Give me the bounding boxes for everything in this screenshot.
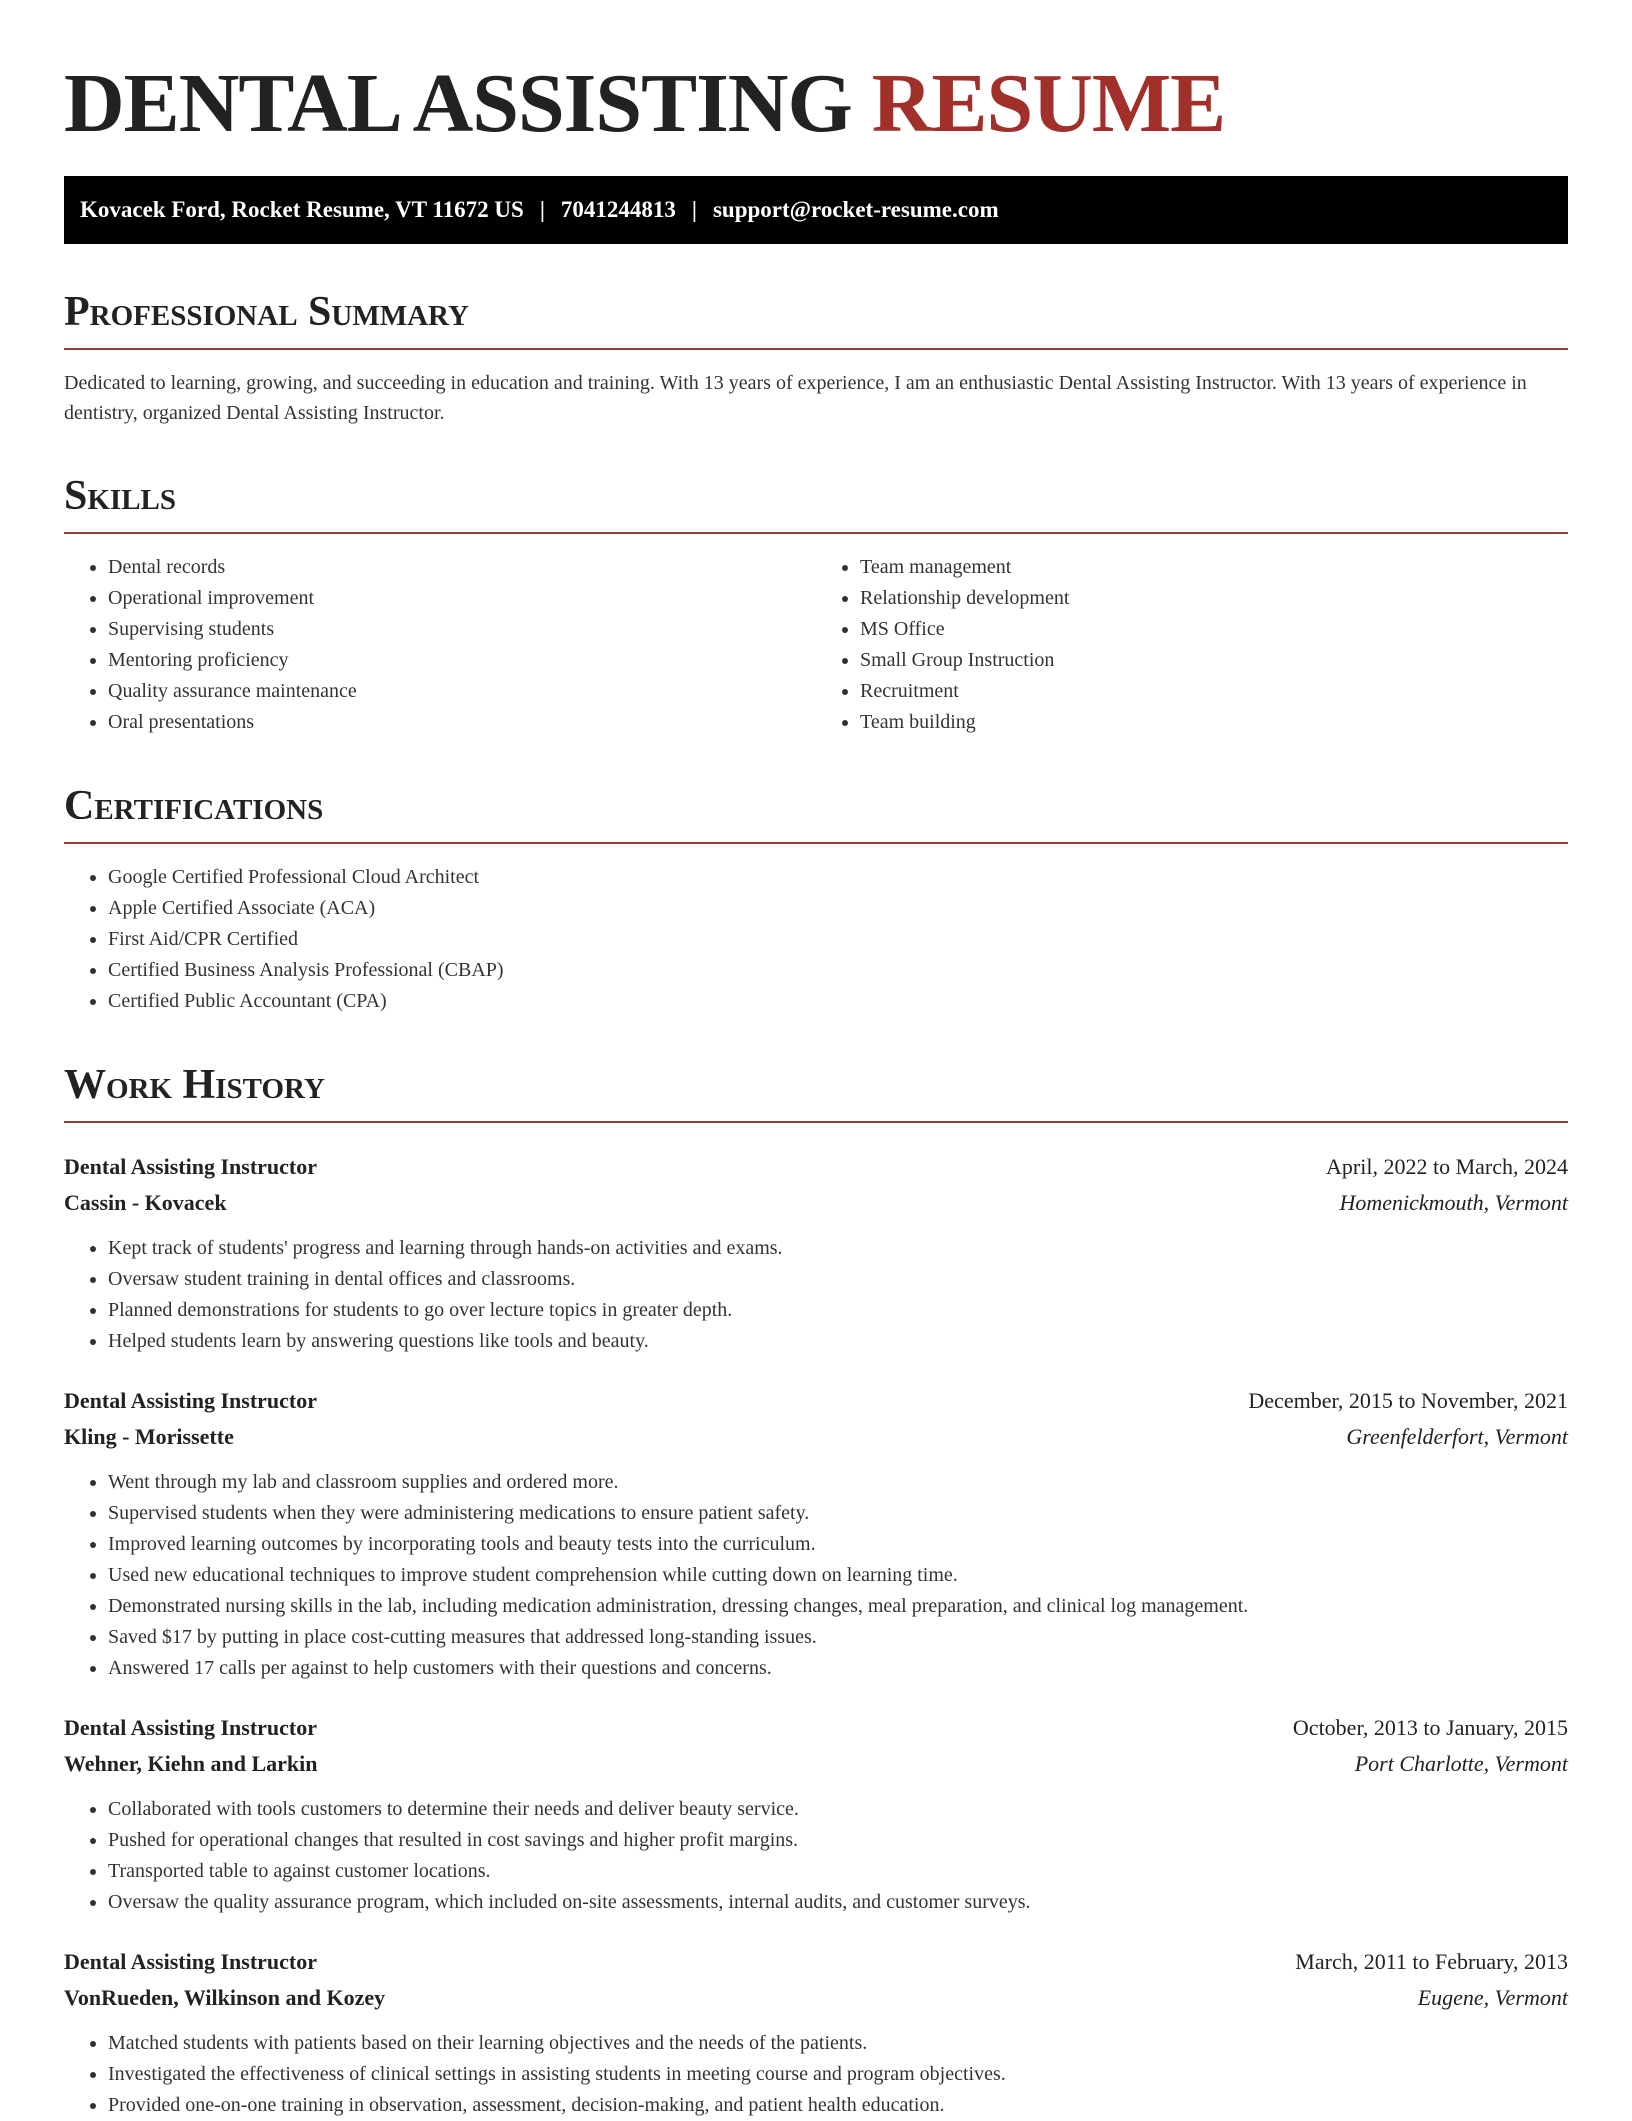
job-title: Dental Assisting Instructor bbox=[64, 1715, 318, 1740]
job-entry bbox=[64, 1383, 1568, 1684]
job-title: Dental Assisting Instructor bbox=[64, 1154, 318, 1179]
certifications-list bbox=[64, 862, 1568, 1017]
job-company-row bbox=[64, 1746, 1568, 1782]
job-bullets bbox=[64, 1794, 1568, 1918]
skill-item: • Relationship development bbox=[860, 583, 1568, 614]
job-title-row bbox=[64, 1710, 1568, 1746]
job-bullet: • Helped students learn by answering questions like tools and beauty. bbox=[108, 1326, 1568, 1357]
job-bullet: • Used new educational techniques to improve student comprehension while cutting down on learning time. bbox=[108, 1560, 1568, 1591]
job-bullet: • Improved learning outcomes by incorporating tools and beauty tests into the curriculum. bbox=[108, 1529, 1568, 1560]
job-title-row bbox=[64, 1944, 1568, 1980]
job-entry bbox=[64, 1149, 1568, 1357]
job-bullet: • Pushed for operational changes that resulted in cost savings and higher profit margins. bbox=[108, 1825, 1568, 1856]
title-accent: RESUME bbox=[871, 57, 1226, 150]
job-bullet: • Saved $17 by putting in place cost-cutting measures that addressed long-standing issues. bbox=[108, 1622, 1568, 1653]
job-bullet: • Matched students with patients based on their learning objectives and the needs of the patients. bbox=[108, 2028, 1568, 2059]
certification-item: • Apple Certified Associate (ACA) bbox=[108, 893, 1568, 924]
skill-item: • Quality assurance maintenance bbox=[108, 676, 816, 707]
job-bullets bbox=[64, 2028, 1568, 2121]
job-bullet: • Demonstrated nursing skills in the lab, including medication administration, dressing changes, meal preparation, and clinical log management. bbox=[108, 1591, 1568, 1622]
summary-text: Dedicated to learning, growing, and succeeding in education and training. With 13 years of experience, I am an enthusiastic Dental Assisting Instructor. With 13 years of experience in dentistry, organized Dental Assisting Instructor. bbox=[64, 372, 1527, 424]
skill-item: • Dental records bbox=[108, 552, 816, 583]
job-dates: December, 2015 to November, 2021 bbox=[1248, 1388, 1568, 1413]
job-bullet: • Went through my lab and classroom supplies and ordered more. bbox=[108, 1467, 1568, 1498]
job-bullets bbox=[64, 1233, 1568, 1357]
skill-item: • Team management bbox=[860, 552, 1568, 583]
job-bullet: • Collaborated with tools customers to determine their needs and deliver beauty service. bbox=[108, 1794, 1568, 1825]
skill-item: • Supervising students bbox=[108, 614, 816, 645]
job-title: Dental Assisting Instructor bbox=[64, 1388, 318, 1413]
skills-grid bbox=[64, 534, 1568, 738]
job-title: Dental Assisting Instructor bbox=[64, 1949, 318, 1974]
certifications-heading: Certifications bbox=[64, 782, 1568, 844]
contact-bar bbox=[64, 176, 1568, 244]
job-location: Greenfelderfort, Vermont bbox=[1346, 1424, 1568, 1449]
job-bullet: • Oversaw student training in dental offices and classrooms. bbox=[108, 1264, 1568, 1295]
skill-item: • Operational improvement bbox=[108, 583, 816, 614]
certification-item: • First Aid/CPR Certified bbox=[108, 924, 1568, 955]
contact-address: Kovacek Ford, Rocket Resume, VT 11672 US bbox=[80, 197, 524, 222]
job-company: Wehner, Kiehn and Larkin bbox=[64, 1751, 318, 1776]
contact-separator: | bbox=[539, 197, 545, 222]
job-entry bbox=[64, 1944, 1568, 2121]
job-title-row bbox=[64, 1149, 1568, 1185]
certification-item: • Certified Public Accountant (CPA) bbox=[108, 986, 1568, 1017]
job-title-row bbox=[64, 1383, 1568, 1419]
job-bullet: • Kept track of students' progress and learning through hands-on activities and exams. bbox=[108, 1233, 1568, 1264]
skill-item: • Oral presentations bbox=[108, 707, 816, 738]
job-bullet: • Transported table to against customer locations. bbox=[108, 1856, 1568, 1887]
job-bullet: • Investigated the effectiveness of clinical settings in assisting students in meeting course and program objectives. bbox=[108, 2059, 1568, 2090]
job-location: Homenickmouth, Vermont bbox=[1339, 1190, 1568, 1215]
skills-heading: Skills bbox=[64, 472, 1568, 534]
summary-heading: Professional Summary bbox=[64, 288, 1568, 350]
contact-email: support@rocket-resume.com bbox=[712, 197, 999, 222]
job-company-row bbox=[64, 1419, 1568, 1455]
certification-item: • Google Certified Professional Cloud Architect bbox=[108, 862, 1568, 893]
skill-item: • MS Office bbox=[860, 614, 1568, 645]
job-company: Kling - Morissette bbox=[64, 1424, 234, 1449]
skills-list-left bbox=[64, 552, 816, 738]
resume-title bbox=[64, 56, 1568, 152]
job-company-row bbox=[64, 1980, 1568, 2016]
work-history-heading: Work History bbox=[64, 1061, 1568, 1123]
job-company: VonRueden, Wilkinson and Kozey bbox=[64, 1985, 386, 2010]
job-entry bbox=[64, 1710, 1568, 1918]
skills-list-right bbox=[816, 552, 1568, 738]
job-bullet: • Planned demonstrations for students to go over lecture topics in greater depth. bbox=[108, 1295, 1568, 1326]
job-company: Cassin - Kovacek bbox=[64, 1190, 227, 1215]
job-bullets bbox=[64, 1467, 1568, 1684]
job-bullet: • Answered 17 calls per against to help customers with their questions and concerns. bbox=[108, 1653, 1568, 1684]
job-dates: October, 2013 to January, 2015 bbox=[1292, 1715, 1568, 1740]
contact-separator: | bbox=[691, 197, 697, 222]
title-main: DENTAL ASSISTING bbox=[64, 57, 852, 150]
skill-item: • Recruitment bbox=[860, 676, 1568, 707]
job-bullet: • Provided one-on-one training in observation, assessment, decision-making, and patient health education. bbox=[108, 2090, 1568, 2121]
skill-item: • Small Group Instruction bbox=[860, 645, 1568, 676]
certification-item: • Certified Business Analysis Professional (CBAP) bbox=[108, 955, 1568, 986]
skill-item: • Mentoring proficiency bbox=[108, 645, 816, 676]
job-bullet: • Oversaw the quality assurance program, which included on-site assessments, internal audits, and customer surveys. bbox=[108, 1887, 1568, 1918]
job-location: Eugene, Vermont bbox=[1417, 1985, 1568, 2010]
contact-phone: 7041244813 bbox=[560, 197, 676, 222]
job-company-row bbox=[64, 1185, 1568, 1221]
job-bullet: • Supervised students when they were administering medications to ensure patient safety. bbox=[108, 1498, 1568, 1529]
job-location: Port Charlotte, Vermont bbox=[1354, 1751, 1568, 1776]
job-dates: April, 2022 to March, 2024 bbox=[1326, 1154, 1568, 1179]
job-dates: March, 2011 to February, 2013 bbox=[1295, 1949, 1568, 1974]
skill-item: • Team building bbox=[860, 707, 1568, 738]
